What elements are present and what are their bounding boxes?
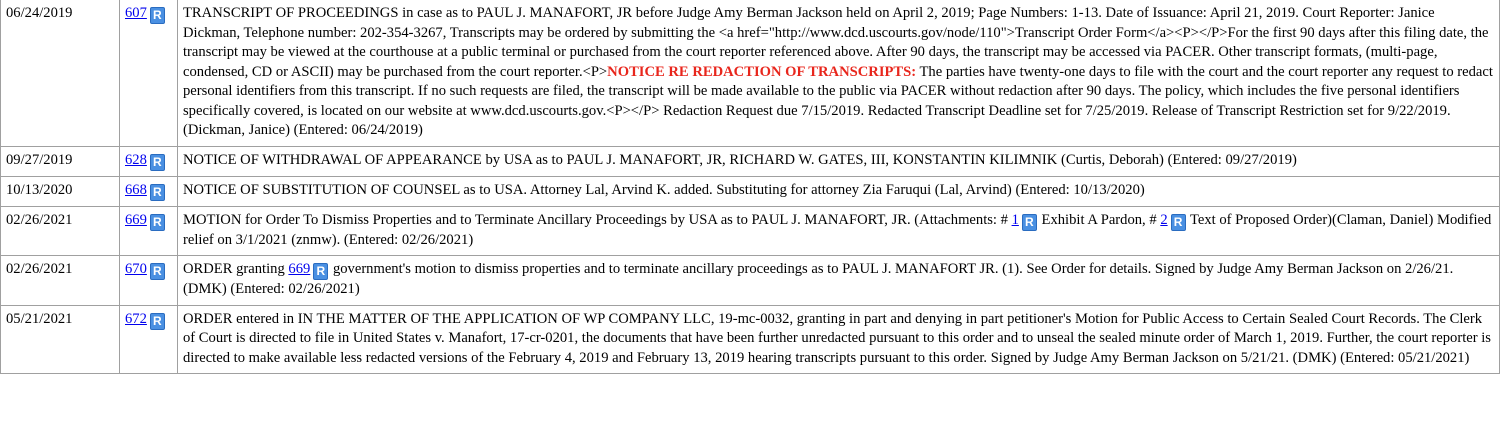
- restricted-doc-r-icon[interactable]: R: [150, 263, 165, 280]
- docket-row: [1, 146, 1500, 176]
- docket-text: [178, 206, 1500, 256]
- docket-row: [1, 256, 1500, 306]
- document-link[interactable]: 669: [125, 211, 147, 228]
- docket-date: 06/24/2019: [1, 0, 120, 146]
- docket-text-body: TRANSCRIPT OF PROCEEDINGS in case as to PAUL J. MANAFORT, JR before Judge Amy Berman Jackson held on April 2, 2019; Page Numbers: 1-13. Date of Issuance: April 21, 2019. Court Reporter: Janice Dickman, Telephone number: 202-354-3267, Transcripts may be ordered by submitting the <a href="http://www.dcd.uscourts.gov/node/110">Transcript Order Form</a><P></P>For the first 90 days after this filing date, the transcript may be viewed at the courthouse at a public terminal or purchased from the court reporter referenced above. After 90 days, the transcript may be accessed via PACER. Other transcript formats, (multi-page, condensed, CD or ASCII) may be purchased from the court reporter.<P>: [183, 5, 1489, 80]
- document-link[interactable]: 672: [125, 310, 147, 327]
- restricted-doc-r-icon[interactable]: R: [1022, 214, 1037, 231]
- docket-text: ORDER entered in IN THE MATTER OF THE APPLICATION OF WP COMPANY LLC, 19-mc-0032, granting in part and denying in part petitioner's Motion for Public Access to Certain Sealed Court Records. The Clerk of Court is directed to file in United States v. Manafort, 17-cr-0201, the documents that have been further unredacted pursuant to this order and to unseal the sealed minute order of March 1, 2019. Further, the court reporter is directed to make available less redacted versions of the February 4, 2019 and February 13, 2019 hearing transcripts pursuant to this order. Signed by Judge Amy Berman Jackson on 5/21/21. (DMK) (Entered: 05/21/2021): [178, 305, 1500, 374]
- document-link[interactable]: 670: [125, 261, 147, 277]
- docket-date: 02/26/2021: [1, 206, 120, 256]
- docket-date: 05/21/2021: [1, 305, 120, 374]
- docket-text-body: government's motion to dismiss properties and to terminate ancillary proceedings as to PAUL J. MANAFORT JR. (1). See Order for details. Signed by Judge Amy Berman Jackson on 2/26/21. (DMK) (Entered: 02/26/2021): [183, 261, 1454, 297]
- docket-text: NOTICE OF SUBSTITUTION OF COUNSEL as to USA. Attorney Lal, Arvind K. added. Substituting for attorney Zia Faruqui (Lal, Arvind) (Entered: 10/13/2020): [178, 176, 1500, 206]
- restricted-doc-r-icon[interactable]: R: [150, 154, 165, 171]
- docket-text: [178, 256, 1500, 306]
- restricted-doc-r-icon[interactable]: R: [1171, 214, 1186, 231]
- redaction-notice: NOTICE RE REDACTION OF TRANSCRIPTS:: [607, 63, 917, 80]
- docket-row: [1, 176, 1500, 206]
- restricted-doc-r-icon[interactable]: R: [150, 214, 165, 231]
- attachment-link[interactable]: 2: [1160, 211, 1168, 228]
- docket-number-cell: [120, 206, 178, 256]
- attachment-link[interactable]: 1: [1011, 211, 1019, 228]
- docket-text: NOTICE OF WITHDRAWAL OF APPEARANCE by USA as to PAUL J. MANAFORT, JR, RICHARD W. GATES, III, KONSTANTIN KILIMNIK (Curtis, Deborah) (Entered: 09/27/2019): [178, 146, 1500, 176]
- docket-row: [1, 305, 1500, 374]
- docket-text-body: Exhibit A Pardon, #: [1037, 211, 1161, 228]
- docket-date: 09/27/2019: [1, 146, 120, 176]
- restricted-doc-r-icon[interactable]: R: [150, 313, 165, 330]
- referenced-document-link[interactable]: 669: [288, 261, 311, 277]
- docket-date: 10/13/2020: [1, 176, 120, 206]
- docket-text-body: MOTION for Order To Dismiss Properties and to Terminate Ancillary Proceedings by USA as to PAUL J. MANAFORT, JR. (Attachments: #: [183, 211, 1012, 228]
- docket-row: [1, 0, 1500, 146]
- restricted-doc-r-icon[interactable]: R: [313, 263, 328, 280]
- docket-number-cell: [120, 146, 178, 176]
- docket-number-cell: [120, 176, 178, 206]
- document-link[interactable]: 628: [125, 151, 147, 168]
- restricted-doc-r-icon[interactable]: R: [150, 184, 165, 201]
- document-link[interactable]: 668: [125, 181, 147, 198]
- docket-row: [1, 206, 1500, 256]
- docket-number-cell: [120, 0, 178, 146]
- docket-text-body: ORDER granting: [183, 261, 289, 277]
- docket-number-cell: [120, 256, 178, 306]
- docket-text-body: Text of Proposed Order)(Claman, Daniel) Modified relief on 3/1/2021 (znmw). (Entered: 02/26/2021): [183, 211, 1492, 248]
- docket-text-body: The parties have twenty-one days to file with the court and the court reporter any request to redact personal identifiers from this transcript. If no such requests are filed, the transcript will be made available to the public via PACER without redaction after 90 days. The policy, which includes the five personal identifiers specifically covered, is located on our website at www.dcd.uscourts.gov.<P></P> Redaction Request due 7/15/2019. Redacted Transcript Deadline set for 7/25/2019. Release of Transcript Restriction set for 9/22/2019.(Dickman, Janice) (Entered: 06/24/2019): [183, 63, 1493, 138]
- docket-text: [178, 0, 1500, 146]
- docket-date: 02/26/2021: [1, 256, 120, 306]
- docket-number-cell: [120, 305, 178, 374]
- document-link[interactable]: 607: [125, 5, 147, 21]
- restricted-doc-r-icon[interactable]: R: [150, 7, 165, 24]
